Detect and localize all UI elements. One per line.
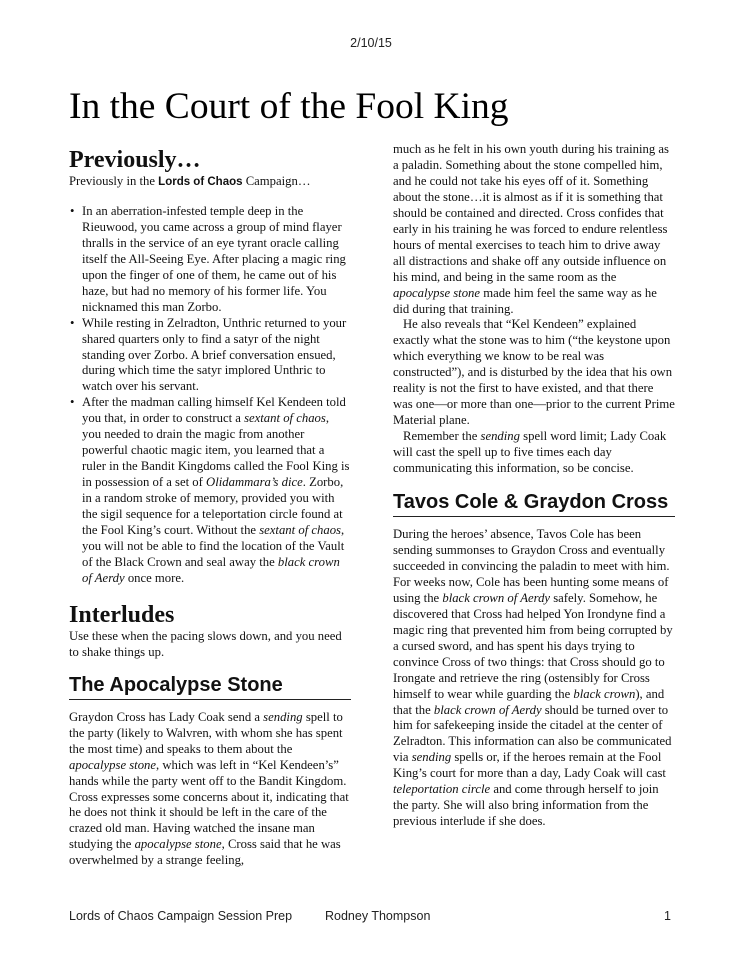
footer-doc-title: Lords of Chaos Campaign Session Prep	[69, 909, 293, 923]
footer-page-number: 1	[664, 909, 671, 923]
footer-author: Rodney Thompson	[325, 909, 431, 923]
page-title: In the Court of the Fool King	[69, 86, 509, 127]
list-item: • In an aberration-infested temple deep in the Rieuwood, you came across a group of mind flayer thralls in the service of an eye tyrant oracle calling itself the All-Seeing Eye. After placing a magic ring upon the finger of one of them, he came out of his haze, but had no memory of his former life. You nicknamed this man Zorbo.	[69, 204, 351, 316]
interludes-heading: Interludes	[69, 601, 175, 628]
apocalypse-paragraph-2: He also reveals that “Kel Kendeen” explained exactly what the stone was to him (“the keystone upon which everything we know to be real was constructed”), and is disturbed by the idea that his own reality is not the first to have existed, and that there was one—or more than one—prior to the current Prime Material plane.	[393, 317, 675, 428]
apocalypse-paragraph-1a: Graydon Cross has Lady Coak send a sending spell to the party (likely to Walvren, with whom she has spent the most time) and speaks to them about the apocalypse stone, which was left in “Kel Kendeen’s” hands while the party went off to the Bandit Kingdom. Cross expresses some concerns about it, indicating that he does not think it should be left in the care of the crazed old man. Having watched the insane man studying the apocalypse stone, Cross said that he was overwhelmed by a strange feeling,	[69, 709, 349, 868]
previously-intro: Previously in the Lords of Chaos Campaign…	[69, 174, 311, 188]
right-column	[393, 142, 675, 830]
apocalypse-paragraph-3: Remember the sending spell word limit; Lady Coak will cast the spell up to five times each day communicating this information, so be concise.	[393, 429, 667, 476]
tavos-heading: Tavos Cole & Graydon Cross	[393, 490, 675, 517]
left-column	[69, 146, 351, 869]
previously-heading: Previously…	[69, 147, 201, 173]
list-item: • After the madman calling himself Kel Kendeen told you that, in order to construct a sextant of chaos, you needed to drain the magic from another powerful chaotic magic item, you learned that a ruler in the Bandit Kingdoms called the Fool King is in possession of a set of Olidammara’s dice. Zorbo, in a random stroke of memory, provided you with the sigil sequence for a teleportation circle found at the Fool King’s court. Without the sextant of chaos, you will not be able to find the location of the Vault of the Black Crown and seal away the black crown of Aerdy once more.	[69, 395, 351, 586]
apocalypse-paragraph-1b: much as he felt in his own youth during his training as a paladin. Something about the stone compelled him, and he could not take his eyes off of it. Something about the stone…it is almost as if it is something that should be contained and directed. Cross confides that early in his training he was forced to endure relentless hours of mental exercises to teach him to drive away all distractions and shake off any outside influence on his mind, and being in the same room as the apocalypse stone made him feel the same way as he did during that training.	[393, 142, 669, 316]
tavos-paragraph: During the heroes’ absence, Tavos Cole has been sending summonses to Graydon Cross and eventually succeeded in convincing the paladin to meet with him. For weeks now, Cole has been hunting some means of using the black crown of Aerdy safely. Somehow, he discovered that Cross had helped Yon Irondyne find a magic ring that prevented him from being corrupted by a cursed sword, and has spent his days trying to convince Cross of two things: that Cross should go to Irongate and retrieve the ring (ostensibly for Cross himself to wear while guarding the black crown), and that the black crown of Aerdy should be turned over to him for safekeeping inside the citadel at the center of Zelradton. This information can also be communicated via sending spells or, if the heroes remain at the Fool King’s court for more than a day, Lady Coak will cast teleportation circle and come through herself to join the party. She will also bring information from the previous interlude if she does.	[393, 527, 673, 829]
apocalypse-heading: The Apocalypse Stone	[69, 673, 351, 700]
interludes-text: Use these when the pacing slows down, and you need to shake things up.	[69, 628, 342, 659]
previously-bullets	[69, 204, 351, 587]
campaign-name: Lords of Chaos	[158, 176, 243, 188]
list-item: • While resting in Zelradton, Unthric returned to your shared quarters only to find a satyr of the night standing over Zorbo. A brief conversation ensued, during which time the satyr implored Unthric to watch over his servant.	[69, 316, 351, 396]
header-date: 2/10/15	[350, 36, 392, 50]
